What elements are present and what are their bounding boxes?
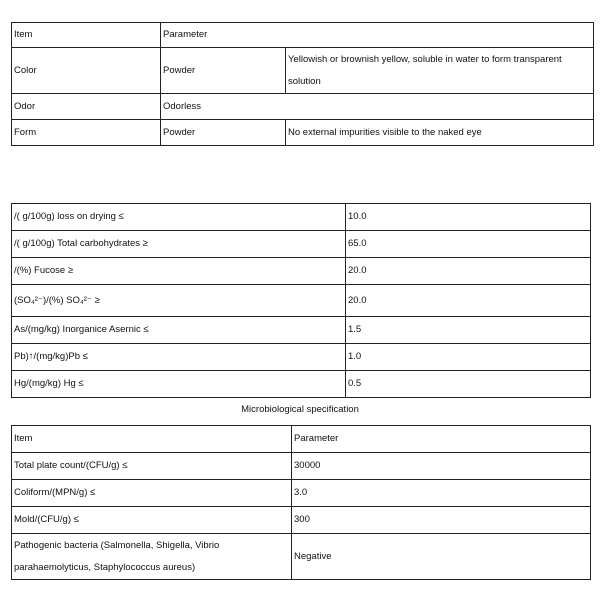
table-row	[12, 285, 591, 317]
table-cell: Parameter	[161, 23, 594, 48]
table-cell: (SO₄²⁻)/(%) SO₄²⁻ ≥	[12, 285, 346, 317]
table-cell: Odor	[12, 94, 161, 120]
table-cell: Total plate count/(CFU/g) ≤	[12, 453, 292, 480]
table-cell: 1.0	[346, 344, 591, 371]
table-cell: 20.0	[346, 258, 591, 285]
table-cell: 1.5	[346, 317, 591, 344]
chemical-specification-table	[11, 203, 591, 398]
table-cell: Parameter	[292, 426, 591, 453]
table-cell: /(%) Fucose ≥	[12, 258, 346, 285]
table-row	[12, 344, 591, 371]
table-row	[12, 204, 591, 231]
table-cell: Mold/(CFU/g) ≤	[12, 507, 292, 534]
table-cell: Coliform/(MPN/g) ≤	[12, 480, 292, 507]
table-row	[12, 23, 594, 48]
table-cell: Form	[12, 120, 161, 146]
table-row	[12, 426, 591, 453]
table-row	[12, 507, 591, 534]
table-cell: Odorless	[161, 94, 594, 120]
microbiological-table	[11, 425, 591, 580]
table-cell: 65.0	[346, 231, 591, 258]
table-cell: As/(mg/kg) Inorganice Asernic ≤	[12, 317, 346, 344]
table-cell: Item	[12, 426, 292, 453]
table-cell: 300	[292, 507, 591, 534]
table-cell: 20.0	[346, 285, 591, 317]
table-cell: 3.0	[292, 480, 591, 507]
table-cell: Powder	[161, 48, 286, 94]
table-cell: /( g/100g) Total carbohydrates ≥	[12, 231, 346, 258]
table-row	[12, 534, 591, 580]
table-cell: Pb)↑/(mg/kg)Pb ≤	[12, 344, 346, 371]
table-cell: 10.0	[346, 204, 591, 231]
table-cell: Yellowish or brownish yellow, soluble in water to form transparent solution	[286, 48, 594, 94]
table-cell: 30000	[292, 453, 591, 480]
table-caption: Microbiological specification	[241, 404, 359, 415]
table-cell: Hg/(mg/kg) Hg ≤	[12, 371, 346, 398]
table-row	[12, 258, 591, 285]
table-row	[12, 371, 591, 398]
table-row	[12, 120, 594, 146]
table-cell: Negative	[292, 534, 591, 580]
table-row	[12, 48, 594, 94]
table-row	[12, 480, 591, 507]
table-row	[12, 94, 594, 120]
table-row	[12, 453, 591, 480]
physical-properties-table	[11, 22, 594, 146]
table-cell: Item	[12, 23, 161, 48]
table-cell: 0.5	[346, 371, 591, 398]
table-row	[12, 317, 591, 344]
table-cell: Pathogenic bacteria (Salmonella, Shigella, Vibrio parahaemolyticus, Staphylococcus aureus)	[12, 534, 292, 580]
table-cell: No external impurities visible to the naked eye	[286, 120, 594, 146]
table-row	[12, 231, 591, 258]
table-cell: Powder	[161, 120, 286, 146]
table-cell: /( g/100g) loss on drying ≤	[12, 204, 346, 231]
table-cell: Color	[12, 48, 161, 94]
